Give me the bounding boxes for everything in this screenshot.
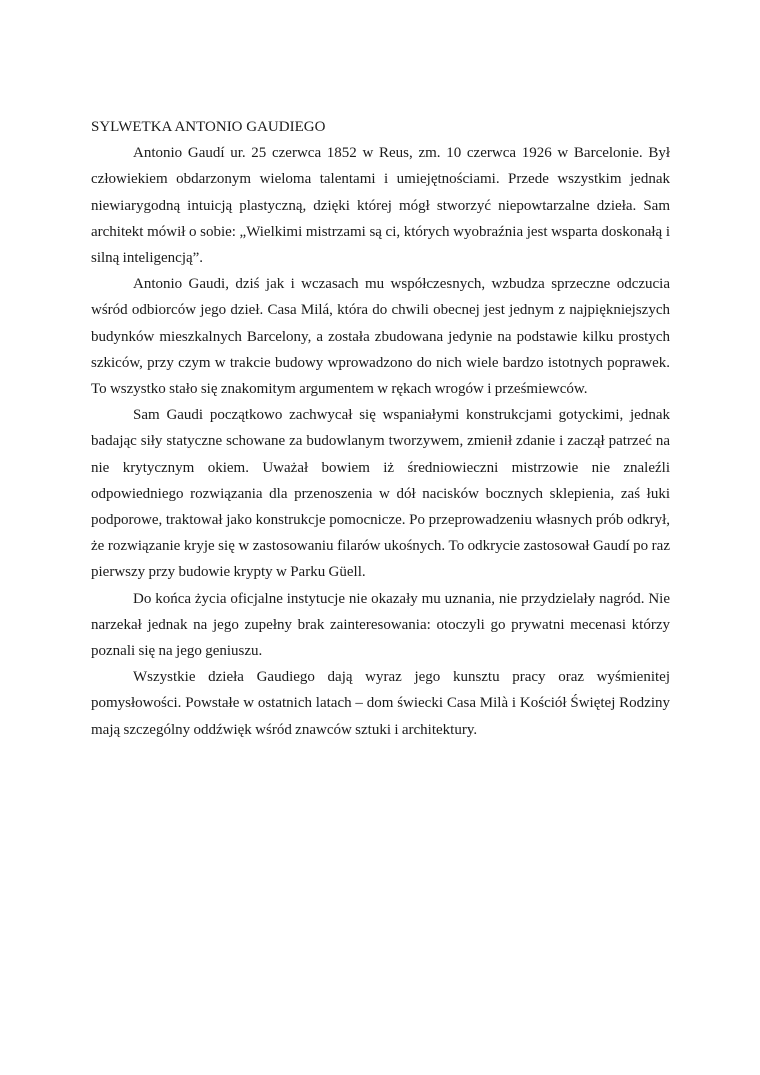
paragraph-gothic: Sam Gaudi początkowo zachwycał się wspaniałymi konstrukcjami gotyckimi, jednak badając siły statyczne schowane za budowlanym tworzywem, zmienił zdanie i zaczął patrzeć na nie krytycznym okiem. Uważał bowiem iż średniowieczni mistrzowie nie znaleźli odpowiedniego rozwiązania dla przenoszenia w dół nacisków bocznych sklepienia, zaś łuki podporowe, traktował jako konstrukcje pomocnicze. Po przeprowadzeniu własnych prób odkrył, że rozwiązanie kryje się w zastosowaniu filarów ukośnych. To odkrycie zastosował Gaudí po raz pierwszy przy budowie krypty w Parku Güell. — [91, 407, 670, 581]
paragraph-recognition: Do końca życia oficjalne instytucje nie okazały mu uznania, nie przydzielały nagród. Nie narzekał jednak na jego zupełny brak zainteresowania: otoczyli go prywatni mecenasi którzy poznali się na jego geniuszu. — [91, 590, 670, 660]
document-title: SYLWETKA ANTONIO GAUDIEGO — [91, 119, 326, 135]
paragraph-casa-mila: Antonio Gaudi, dziś jak i wczasach mu współczesnych, wzbudza sprzeczne odczucia wśród odbiorców jego dzieł. Casa Milá, która do chwili obecnej jest jednym z najpiękniejszych budynków mieszkalnych Barcelony, a została zbudowana jedynie na podstawie kilku prostych szkiców, przy czym w trakcie budowy wprowadzono do nich wiele bardzo istotnych poprawek. To wszystko stało się znakomitym argumentem w rękach wrogów i prześmiewców. — [91, 276, 670, 398]
paragraph-works: Wszystkie dzieła Gaudiego dają wyraz jego kunsztu pracy oraz wyśmienitej pomysłowości. Powstałe w ostatnich latach – dom świecki Casa Milà i Kościół Świętej Rodziny mają szczególny oddźwięk wśród znawców sztuki i architektury. — [91, 669, 670, 738]
paragraph-birth: Antonio Gaudí ur. 25 czerwca 1852 w Reus, zm. 10 czerwca 1926 w Barcelonie. Był człowiekiem obdarzonym wieloma talentami i umiejętnościami. Przede wszystkim jednak niewiarygodną intuicją plastyczną, dzięki której mógł stworzyć niepowtarzalne dzieła. Sam architekt mówił o sobie: „Wielkimi mistrzami są ci, których wyobraźnia jest wsparta doskonałą i silną inteligencją”. — [91, 145, 670, 267]
document-body — [91, 114, 670, 743]
